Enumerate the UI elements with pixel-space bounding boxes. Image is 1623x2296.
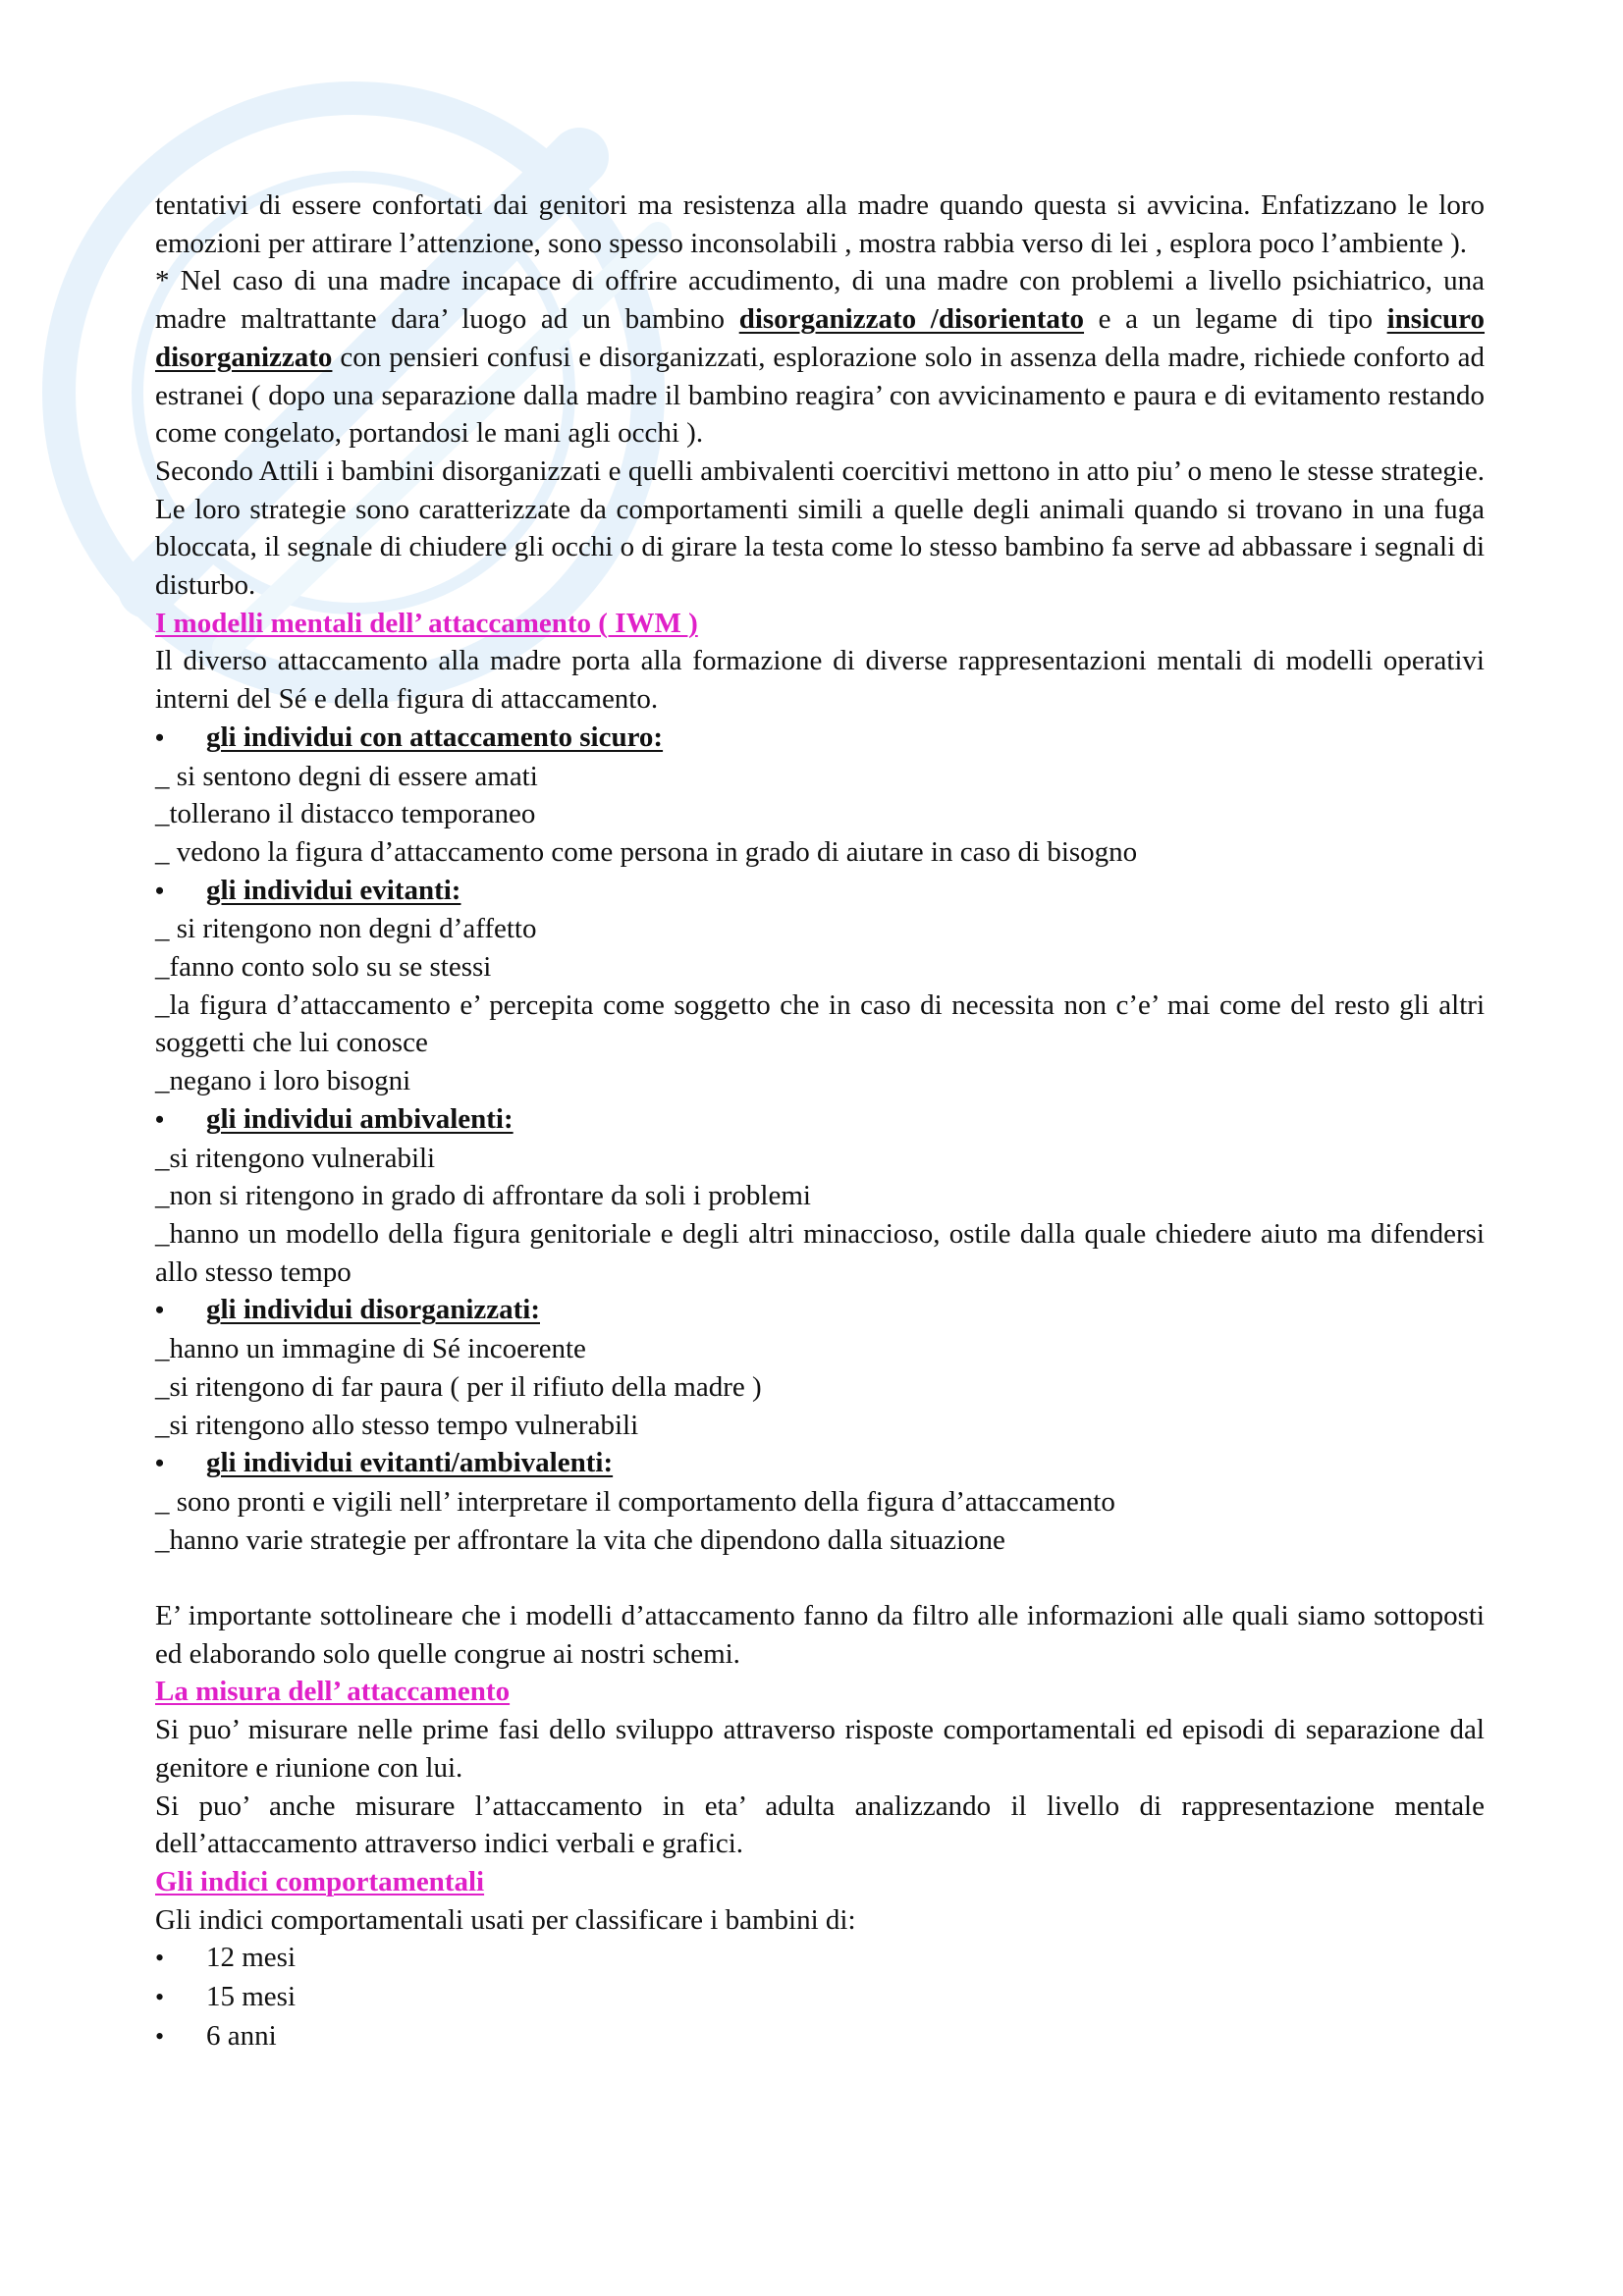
list-item [155, 1978, 1485, 2017]
age-label: 6 anni [206, 2019, 277, 2052]
blank-line [155, 1559, 1485, 1597]
bullet-icon: • [155, 1104, 165, 1134]
list-item: _hanno un immagine di Sé incoerente [155, 1333, 586, 1365]
bullet-icon: • [155, 1983, 165, 2012]
heading-iwm: I modelli mentali dell’ attaccamento ( IWM ) [155, 607, 698, 639]
bullet-icon: • [155, 2021, 165, 2051]
list-item [155, 1939, 1485, 1978]
paragraph-7: Si puo’ anche misurare l’attaccamento in eta’ adulta analizzando il livello di rappresentazione mentale dell’attaccamento attraverso indici verbali e grafici. [155, 1789, 1485, 1860]
paragraph-4: Il diverso attaccamento alla madre porta alla formazione di diverse rappresentazioni mentali di modelli operativi interni del Sé e della figura di attaccamento. [155, 645, 1485, 716]
term-insicuro-disorganizzato: insicuro disorganizzato [155, 303, 1486, 373]
bullet-icon: • [155, 1944, 165, 1973]
group-title: gli individui evitanti/ambivalenti: [206, 1447, 614, 1479]
list-item: _ vedono la figura d’attaccamento come persona in grado di aiutare in caso di bisogno [155, 835, 1138, 868]
term-disorganizzato: disorganizzato /disorientato [738, 303, 1085, 336]
paragraph-1: tentativi di essere confortati dai genitori ma resistenza alla madre quando questa si avvicina. Enfatizzano le loro emozioni per attirare l’attenzione, sono spesso inconsolabili , mostra rabbia verso di lei , esplora poco l’ambiente ). [155, 189, 1485, 259]
list-item: _ si ritengono non degni d’affetto [155, 913, 537, 945]
list-item: _fanno conto solo su se stessi [155, 951, 492, 984]
list-item: _ si sentono degni di essere amati [155, 760, 538, 792]
group-heading [155, 1100, 1485, 1140]
group-heading [155, 1444, 1485, 1483]
bullet-icon: • [155, 722, 165, 752]
paragraph-2-text-a: * Nel caso di una madre incapace di offrire accudimento, di una madre con problemi a livello psichiatrico, una madre maltrattante dara’ luogo ad un bambino [155, 265, 1485, 336]
document-page [155, 187, 1485, 2056]
list-item: _non si ritengono in grado di affrontare da soli i problemi [155, 1180, 811, 1212]
age-label: 15 mesi [206, 1981, 297, 2013]
group-heading [155, 1291, 1485, 1330]
heading-misura: La misura dell’ attaccamento [155, 1676, 511, 1708]
bullet-icon: • [155, 1296, 165, 1325]
list-item: _si ritengono allo stesso tempo vulnerabili [155, 1409, 639, 1441]
age-label: 12 mesi [206, 1942, 297, 1974]
list-item: _la figura d’attaccamento e’ percepita come soggetto che in caso di necessita non c’e’ mai come del resto gli altri soggetti che lui conosce [155, 988, 1485, 1059]
list-item: _hanno varie strategie per affrontare la vita che dipendono dalla situazione [155, 1523, 1005, 1556]
group-heading [155, 872, 1485, 911]
bullet-icon: • [155, 1449, 165, 1478]
group-title: gli individui evitanti: [206, 874, 461, 906]
bullet-icon: • [155, 876, 165, 905]
paragraph-8: Gli indici comportamentali usati per classificare i bambini di: [155, 1903, 856, 1936]
paragraph-2-text-c: e a un legame di tipo [1084, 303, 1387, 336]
list-item: _tollerano il distacco temporaneo [155, 798, 536, 830]
list-item: _hanno un modello della figura genitoriale e degli altri minaccioso, ostile dalla quale chiedere aiuto ma difendersi allo stesso tempo [155, 1217, 1485, 1288]
paragraph-6: Si puo’ misurare nelle prime fasi dello sviluppo attraverso risposte comportamentali ed episodi di separazione dal genitore e riunione con lui. [155, 1714, 1485, 1784]
list-item: _si ritengono di far paura ( per il rifiuto della madre ) [155, 1370, 762, 1403]
list-item: _ sono pronti e vigili nell’ interpretare il comportamento della figura d’attaccamento [155, 1485, 1115, 1518]
group-title: gli individui disorganizzati: [206, 1294, 540, 1326]
list-item [155, 2017, 1485, 2056]
list-item: _si ritengono vulnerabili [155, 1142, 436, 1174]
group-title: gli individui ambivalenti: [206, 1102, 514, 1135]
paragraph-2 [155, 262, 1485, 453]
paragraph-2-text-e: con pensieri confusi e disorganizzati, esplorazione solo in assenza della madre, richiede conforto ad estranei ( dopo una separazione dalla madre il bambino reagira’ con avvicinamento e paura e di evitamento restando come congelato, portandosi le mani agli occhi ). [155, 341, 1485, 450]
group-title: gli individui con attaccamento sicuro: [206, 721, 664, 753]
list-item: _negano i loro bisogni [155, 1065, 411, 1097]
heading-indici: Gli indici comportamentali [155, 1865, 485, 1897]
paragraph-5: E’ importante sottolineare che i modelli d’attaccamento fanno da filtro alle informazioni alle quali siamo sottoposti ed elaborando solo quelle congrue ai nostri schemi. [155, 1600, 1485, 1670]
paragraph-3: Secondo Attili i bambini disorganizzati e quelli ambivalenti coercitivi mettono in atto piu’ o meno le stesse strategie. Le loro strategie sono caratterizzate da comportamenti simili a quelle degli animali quando si trovano in una fuga bloccata, il segnale di chiudere gli occhi o di girare la testa come lo stesso bambino fa serve ad abbassare i segnali di disturbo. [155, 454, 1485, 602]
group-heading [155, 719, 1485, 758]
